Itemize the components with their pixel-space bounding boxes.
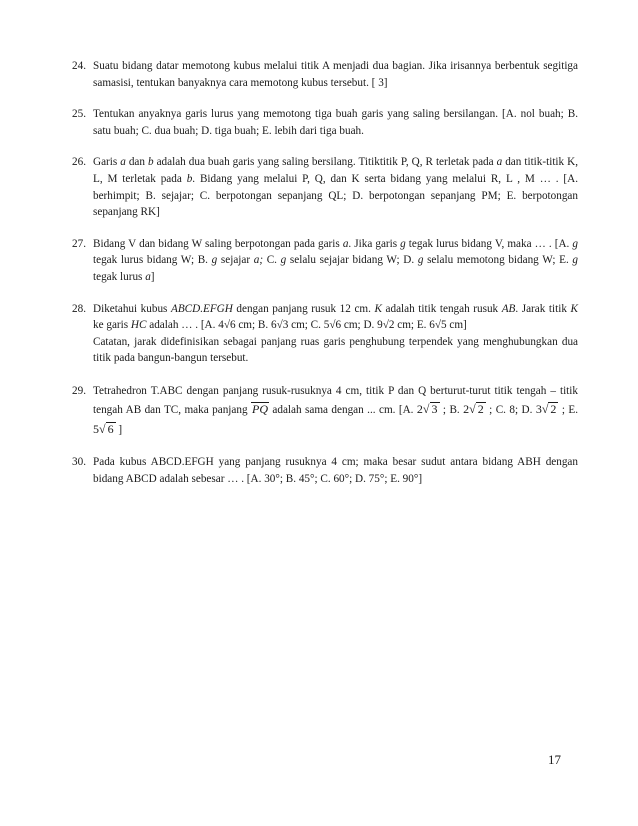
question-text: Suatu bidang datar memotong kubus melalui titik A menjadi dua bagian. Jika irisannya berbentuk segitiga samasisi, tentukan banyaknya cara memotong kubus tersebut. [ 3] bbox=[93, 60, 578, 89]
question-text: Pada kubus ABCD.EFGH yang panjang rusuknya 4 cm; maka besar sudut antara bidang ABH dengan bidang ABCD adalah sebesar … . [A. 30°; B. 45°; C. 60°; D. 75°; E. 90°] bbox=[93, 456, 578, 485]
question-text: Tentukan anyaknya garis lurus yang memotong tiga buah garis yang saling bersilangan. [A. nol buah; B. satu buah; C. dua buah; D. tiga buah; E. lebih dari tiga buah. bbox=[93, 108, 578, 137]
question-text: Diketahui kubus ABCD.EFGH dengan panjang rusuk 12 cm. K adalah titik tengah rusuk AB. Jarak titik K ke garis HC adalah … . [A. 4√6 cm; B. 6√3 cm; C. 5√6 cm; D. 9√2 cm; E. 6√5 cm] Catatan, jarak didefinisikan sebagai panjang ruas garis penghubung terpendek yang menghubungkan dua titik pada bangun-bangun tersebut. bbox=[93, 302, 578, 365]
question-number: 25. bbox=[72, 108, 86, 121]
question-number: 30. bbox=[72, 456, 86, 469]
question-number: 27. bbox=[72, 237, 86, 250]
question-number: 29. bbox=[72, 384, 86, 397]
question-text: Tetrahedron T.ABC dengan panjang rusuk-rusuknya 4 cm, titik P dan Q berturut-turut titik tengah – titik tengah AB dan TC, maka panjang PQ adalah sama dengan ... cm. [A. 2√ 3 ; B. 2√ 2 ; C. 8; D. 3√ 2 ; E. 5√ 6 ] bbox=[93, 384, 578, 436]
question-29 bbox=[72, 382, 578, 440]
question-25 bbox=[72, 106, 578, 139]
page-number: 17 bbox=[548, 752, 561, 767]
question-text: Bidang V dan bidang W saling berpotongan pada garis a. Jika garis g tegak lurus bidang V, maka … . [A. g tegak lurus bidang W; B. g sejajar a; C. g selalu sejajar bidang W; D. g selalu memotong bidang W; E. g tegak lurus a] bbox=[93, 237, 579, 283]
question-text: Garis a dan b adalah dua buah garis yang saling bersilang. Titiktitik P, Q, R terletak pada a dan titik-titik K, L, M terletak pada b. Bidang yang melalui P, Q, dan K serta bidang yang melalui R, L , M … . [A. berhimpit; B. sejajar; C. berpotongan sepanjang QL; D. berpotongan sepanjang PM; E. berpotongan sepanjang RK] bbox=[93, 156, 579, 219]
question-number: 24. bbox=[72, 60, 86, 72]
question-24 bbox=[72, 58, 578, 91]
question-26 bbox=[72, 154, 578, 220]
question-28 bbox=[72, 301, 578, 367]
vector-pq: PQ bbox=[251, 402, 268, 417]
question-note: Catatan, jarak didefinisikan sebagai panjang ruas garis penghubung terpendek yang menghubungkan dua titik pada bangun-bangun tersebut. bbox=[93, 335, 578, 365]
question-number: 28. bbox=[72, 302, 86, 315]
question-27 bbox=[72, 236, 578, 286]
question-number: 26. bbox=[72, 156, 86, 169]
question-list bbox=[72, 58, 578, 503]
question-30 bbox=[72, 454, 578, 487]
